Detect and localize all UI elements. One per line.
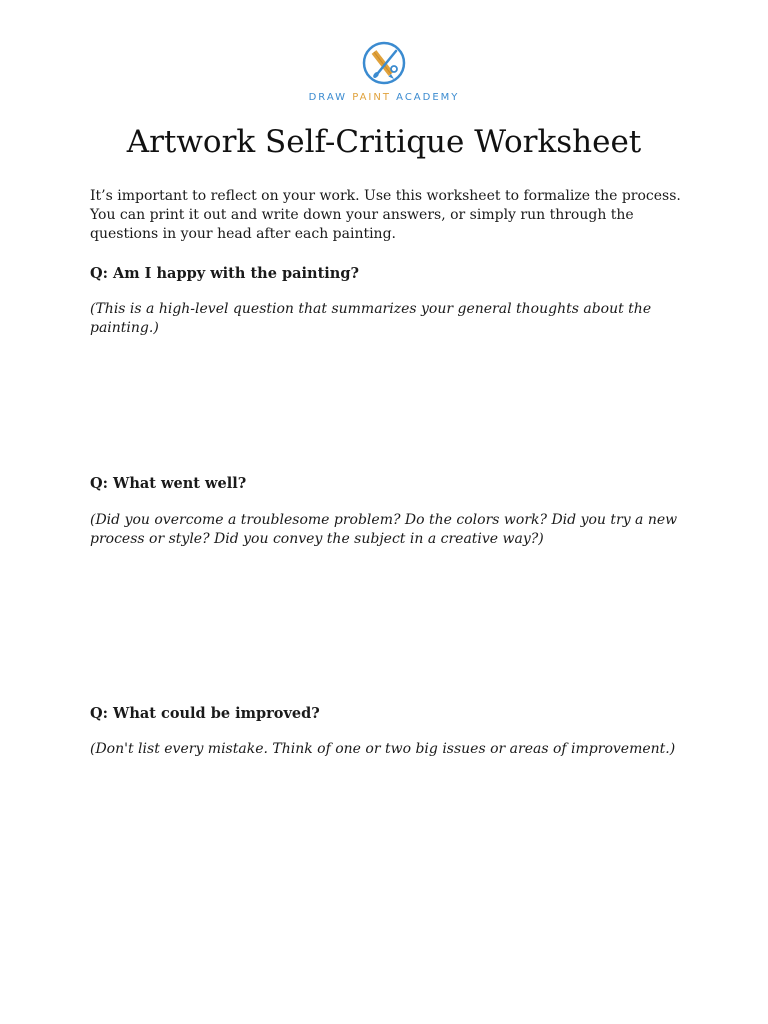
crossed-pencil-brush-icon <box>361 40 407 86</box>
brand-logo <box>0 40 768 103</box>
question-1-heading: Q: Am I happy with the painting? <box>90 265 359 282</box>
brand-name-accent: PAINT <box>352 92 391 103</box>
intro-paragraph: It’s important to reflect on your work. Use this worksheet to formalize the process. You can print it out and write down your answers, or simply run through the questions in your head after each painting. <box>90 188 681 242</box>
brand-name-suffix: ACADEMY <box>390 92 460 103</box>
page-title: Artwork Self-Critique Worksheet <box>126 124 642 160</box>
question-2-hint: (Did you overcome a troublesome problem? Do the colors work? Did you try a new process or style? Did you convey the subject in a creative way?) <box>90 512 678 547</box>
question-1-hint: (This is a high-level question that summarizes your general thoughts about the painting.) <box>90 301 652 336</box>
brand-name <box>0 92 768 103</box>
question-2-heading: Q: What went well? <box>90 475 247 492</box>
question-3-hint: (Don't list every mistake. Think of one or two big issues or areas of improvement.) <box>90 741 676 757</box>
question-3-heading: Q: What could be improved? <box>90 705 320 722</box>
brand-name-prefix: DRAW <box>308 92 353 103</box>
